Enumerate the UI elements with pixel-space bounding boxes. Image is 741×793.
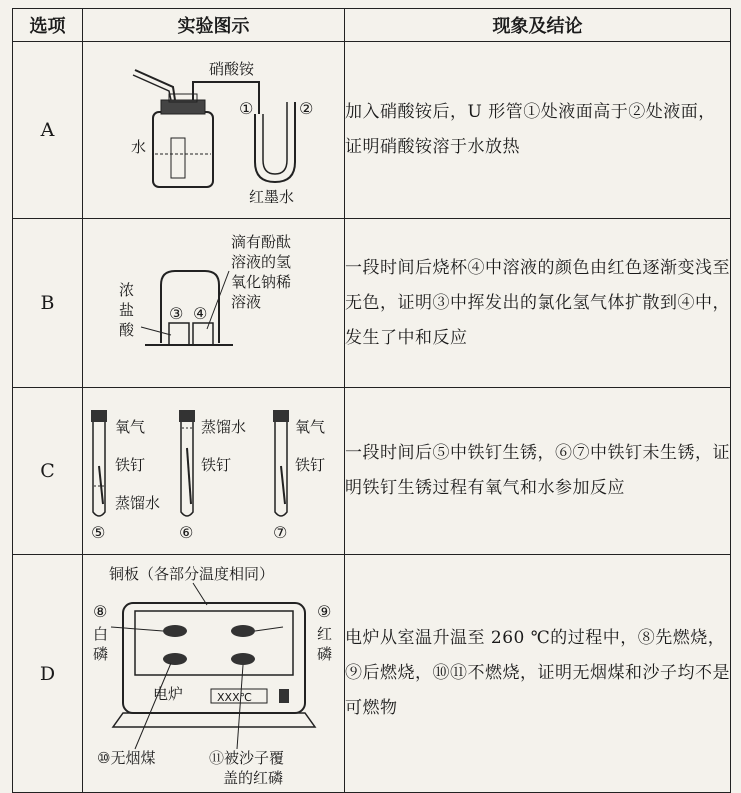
label-red-ink: 红墨水: [249, 188, 295, 206]
label-red-1: 红: [317, 625, 333, 643]
label-nail-5: 铁钉: [115, 456, 146, 474]
diagram-d: [83, 555, 345, 793]
label-ammonium-nitrate: 硝酸铵: [209, 60, 255, 78]
label-nail-6: 铁钉: [201, 456, 232, 474]
conclusion-c: 一段时间后⑤中铁钉生锈，⑥⑦中铁钉未生锈，证明铁钉生锈过程有氧气和水参加反应: [345, 388, 731, 555]
label-7: ⑦: [273, 523, 288, 542]
label-display: XXX℃: [217, 691, 252, 704]
label-oxygen-7: 氧气: [295, 418, 326, 436]
table-row: [13, 219, 731, 388]
label-nail-7: 铁钉: [295, 456, 326, 474]
label-conc-2: 盐: [119, 301, 135, 319]
conclusion-a: 加入硝酸铵后，U 形管①处液面高于②处液面，证明硝酸铵溶于水放热: [345, 42, 731, 219]
label-water-5: 蒸馏水: [115, 494, 161, 512]
label-5: ⑤: [91, 523, 106, 542]
label-sol-1: 滴有酚酞: [231, 233, 292, 251]
table-row: [13, 388, 731, 555]
label-covered-1: ⑪被沙子覆: [209, 749, 285, 767]
label-4: ④: [193, 304, 208, 323]
diagram-c: [83, 388, 345, 555]
header-row: [13, 9, 731, 42]
label-3: ③: [169, 304, 184, 323]
option-b: B: [13, 219, 83, 388]
header-option: 选项: [13, 9, 83, 42]
label-white-1: 白: [93, 625, 109, 643]
diagram-d-svg: [83, 555, 345, 788]
label-2: ②: [299, 99, 314, 118]
diagram-c-svg: [83, 388, 345, 550]
label-conc-1: 浓: [119, 281, 135, 299]
conclusion-b: 一段时间后烧杯④中溶液的颜色由红色逐渐变浅至无色，证明③中挥发出的氯化氢气体扩散到④中，发生了中和反应: [345, 219, 731, 388]
label-furnace: 电炉: [153, 685, 184, 703]
label-conc-3: 酸: [119, 321, 135, 339]
label-1: ①: [239, 99, 254, 118]
label-water-6: 蒸馏水: [201, 418, 247, 436]
option-d: D: [13, 555, 83, 793]
experiment-table-sheet: [12, 8, 730, 787]
option-c: C: [13, 388, 83, 555]
table-row: [13, 555, 731, 793]
label-coal: ⑩无烟煤: [97, 749, 156, 767]
label-covered-2: 盖的红磷: [223, 769, 284, 787]
label-copper-plate: 铜板（各部分温度相同）: [109, 565, 275, 583]
diagram-b: [83, 219, 345, 388]
label-sol-3: 氧化钠稀: [231, 273, 292, 291]
label-water: 水: [131, 138, 147, 156]
option-a: A: [13, 42, 83, 219]
label-oxygen-5: 氧气: [115, 418, 146, 436]
label-6: ⑥: [179, 523, 194, 542]
diagram-a-svg: [83, 42, 345, 214]
header-conclusion: 现象及结论: [345, 9, 731, 42]
table-row: [13, 42, 731, 219]
label-red-2: 磷: [317, 645, 333, 663]
diagram-b-svg: [83, 219, 345, 383]
label-sol-2: 溶液的氢: [231, 253, 292, 271]
experiment-table: [12, 8, 731, 793]
label-sol-4: 溶液: [231, 293, 262, 311]
diagram-a: [83, 42, 345, 219]
label-8: ⑧: [93, 602, 108, 621]
conclusion-d: 电炉从室温升温至 260 ℃的过程中，⑧先燃烧，⑨后燃烧，⑩⑪不燃烧，证明无烟煤和沙子均不是可燃物: [345, 555, 731, 793]
header-diagram: 实验图示: [83, 9, 345, 42]
label-9: ⑨: [317, 602, 332, 621]
label-white-2: 磷: [93, 645, 109, 663]
